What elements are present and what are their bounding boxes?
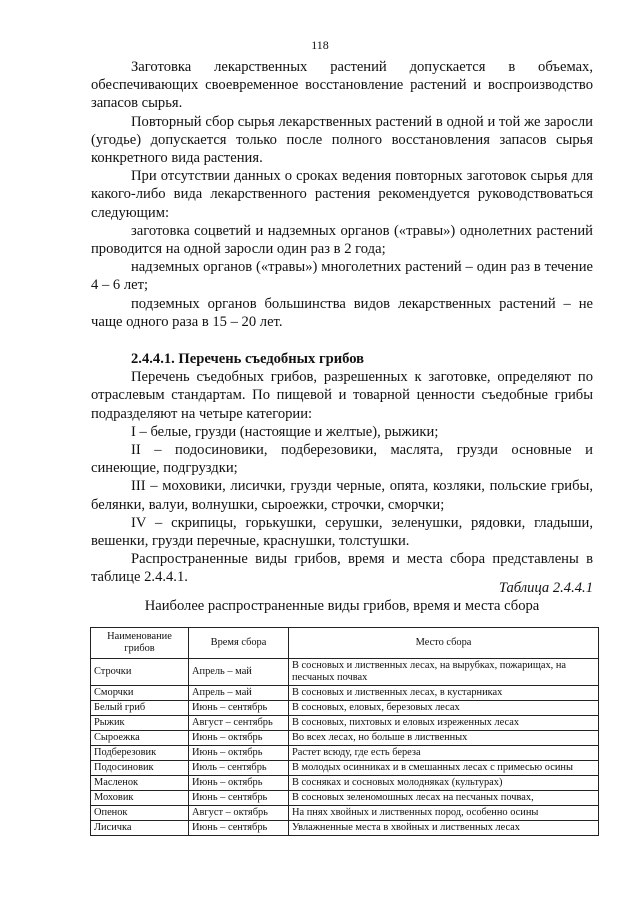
table-cell: В молодых осинниках и в смешанных лесах с примесью осины — [289, 761, 599, 776]
table-cell: Июнь – октябрь — [189, 731, 289, 746]
table-cell: Апрель – май — [189, 659, 289, 686]
table-cell: Подберезовик — [91, 746, 189, 761]
table-row — [91, 806, 599, 821]
table-cell: Июнь – октябрь — [189, 746, 289, 761]
table-cell: Масленок — [91, 776, 189, 791]
paragraph: надземных органов («травы») многолетних растений – один раз в течение 4 – 6 лет; — [91, 259, 593, 294]
table-cell: Рыжик — [91, 716, 189, 731]
table-cell: В сосновых зеленомошных лесах на песчаных почвах, — [289, 791, 599, 806]
paragraph: При отсутствии данных о сроках ведения повторных заготовок сырья для какого-либо вида лекарственного растения рекомендуется руководствоваться следующим: — [91, 168, 593, 221]
table-cell: Сыроежка — [91, 731, 189, 746]
paragraph: Перечень съедобных грибов, разрешенных к заготовке, определяют по отраслевым стандартам. По пищевой и товарной ценности съедобные грибы подразделяют на четыре категории: — [91, 369, 593, 422]
table-header-row — [91, 628, 599, 659]
table-cell: В сосновых, пихтовых и еловых изреженных лесах — [289, 716, 599, 731]
table-cell: Июнь – октябрь — [189, 776, 289, 791]
spacer — [91, 331, 593, 350]
paragraph: Распространенные виды грибов, время и места сбора представлены в таблице 2.4.4.1. — [91, 551, 593, 586]
table-row — [91, 659, 599, 686]
paragraph: Заготовка лекарственных растений допускается в объемах, обеспечивающих своевременное восстановление растений и воспроизводство запасов сырья. — [91, 59, 593, 112]
table-cell: Июнь – сентябрь — [189, 701, 289, 716]
column-header: Наименование грибов — [91, 628, 189, 659]
table-cell: Лисичка — [91, 821, 189, 836]
table-cell: В сосновых и лиственных лесах, в кустарниках — [289, 686, 599, 701]
table-row — [91, 776, 599, 791]
category-item: III – моховики, лисички, грузди черные, опята, козляки, польские грибы, белянки, валуи, волнушки, сыроежки, строчки, сморчки; — [91, 478, 593, 513]
table-row — [91, 716, 599, 731]
category-item: II – подосиновики, подберезовики, маслята, грузди основные и синеющие, подгруздки; — [91, 442, 593, 477]
section-heading: 2.4.4.1. Перечень съедобных грибов — [131, 351, 365, 368]
paragraph: заготовка соцветий и надземных органов («травы») однолетних растений проводится на одной заросли один раз в 2 года; — [91, 222, 593, 258]
table-title: Наиболее распространенные виды грибов, время и места сбора — [144, 598, 540, 614]
table-row — [91, 701, 599, 716]
table-cell: Июнь – сентябрь — [189, 791, 289, 806]
table-cell: В сосновых и лиственных лесах, на вырубках, пожарищах, на песчаных почвах — [289, 659, 599, 686]
table-cell: В сосновых, еловых, березовых лесах — [289, 701, 599, 716]
table-cell: В сосняках и сосновых молодняках (культурах) — [289, 776, 599, 791]
table-cell: Подосиновик — [91, 761, 189, 776]
table-cell: На пнях хвойных и лиственных пород, особенно осины — [289, 806, 599, 821]
paragraph: подземных органов большинства видов лекарственных растений – не чаще одного раза в 15 – 20 лет. — [91, 295, 593, 330]
table-row — [91, 821, 599, 836]
paragraph: Повторный сбор сырья лекарственных растений в одной и той же заросли (угодье) допускается только после полного восстановления запасов сырья конкретного вида растения. — [91, 113, 593, 167]
table-row — [91, 761, 599, 776]
page-number: 118 — [311, 38, 329, 52]
column-header: Место сбора — [289, 628, 599, 659]
table-cell: Растет всюду, где есть береза — [289, 746, 599, 761]
table-cell: Август – сентябрь — [189, 716, 289, 731]
table-cell: Строчки — [91, 659, 189, 686]
table-row — [91, 731, 599, 746]
table-cell: Белый гриб — [91, 701, 189, 716]
table-cell: Во всех лесах, но больше в лиственных — [289, 731, 599, 746]
mushroom-table — [90, 627, 599, 836]
table-cell: Апрель – май — [189, 686, 289, 701]
category-item: IV – скрипицы, горькушки, серушки, зеленушки, рядовки, гладыши, вешенки, грузди перечные, краснушки, толстушки. — [91, 514, 593, 550]
table-cell: Моховик — [91, 791, 189, 806]
table-cell: Сморчки — [91, 686, 189, 701]
table-cell: Опенок — [91, 806, 189, 821]
table-row — [91, 791, 599, 806]
table-cell: Увлажненные места в хвойных и лиственных лесах — [289, 821, 599, 836]
table-cell: Июнь – сентябрь — [189, 821, 289, 836]
table-cell: Август – октябрь — [189, 806, 289, 821]
table-row — [91, 686, 599, 701]
table-label: Таблица 2.4.4.1 — [498, 580, 593, 596]
category-item: I – белые, грузди (настоящие и желтые), рыжики; — [131, 423, 439, 440]
table-cell: Июль – сентябрь — [189, 761, 289, 776]
column-header: Время сбора — [189, 628, 289, 659]
body-text — [91, 58, 593, 587]
table-row — [91, 746, 599, 761]
